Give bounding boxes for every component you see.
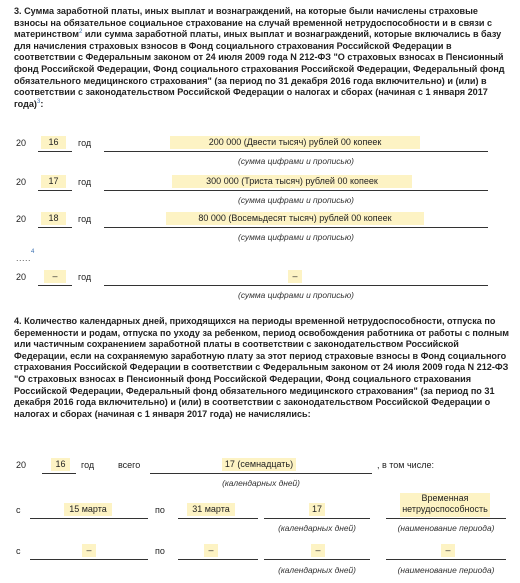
period-name: –	[441, 544, 455, 557]
to-underline	[178, 518, 258, 519]
from-underline	[30, 518, 148, 519]
including-label: , в том числе:	[377, 460, 434, 470]
footnote-4-link[interactable]: 4	[31, 249, 35, 255]
section-3-text-cont: или сумма заработной платы, иных выплат и вознаграждений, которые включались в базу для начисления страховых взносов в Фонд социального страхования Российской Федерации в соответствии с Федеральным законом от 24 июля 2009 года N 212-ФЗ "О страховых взносах в Пенсионный фонд Российской Федерации, Фонд социального страхования Российской Федерации, Федеральный фонд обязательного медицинского страхования" (за период по 31 декабря 2016 года включительно) и (или) в соответствии с законодательством Российской Федерации о налогах и сборах (начиная с 1 января 2017 года)	[14, 29, 505, 109]
days-hint: (календарных дней)	[278, 565, 356, 575]
year-value: 17	[41, 175, 66, 188]
name-hint: (наименование периода)	[397, 523, 495, 533]
total-days-value: 17 (семнадцать)	[222, 458, 296, 471]
amount-value: –	[288, 270, 302, 283]
year-label: год	[78, 138, 92, 148]
to-date: –	[204, 544, 218, 557]
amount-hint: (сумма цифрами и прописью)	[238, 156, 354, 166]
footnote-2-link[interactable]: 2	[78, 29, 83, 36]
year-underline	[42, 473, 76, 474]
year-prefix: 20	[16, 214, 27, 224]
days-underline	[264, 518, 370, 519]
amount-underline	[104, 227, 488, 228]
from-date: 15 марта	[64, 503, 112, 516]
year-underline	[38, 151, 72, 152]
amount-value: 300 000 (Триста тысяч) рублей 00 копеек	[172, 175, 412, 188]
from-date: –	[82, 544, 96, 557]
amount-hint: (сумма цифрами и прописью)	[238, 290, 354, 300]
year-label: год	[81, 460, 95, 470]
amount-hint: (сумма цифрами и прописью)	[238, 232, 354, 242]
amount-value: 80 000 (Восемьдесят тысяч) рублей 00 копеек	[166, 212, 424, 225]
year-label: год	[78, 177, 92, 187]
total-days-underline	[150, 473, 372, 474]
amount-underline	[104, 151, 488, 152]
period-days: 17	[309, 503, 325, 516]
amount-underline	[104, 285, 488, 286]
year-underline	[38, 227, 72, 228]
year-underline	[38, 190, 72, 191]
year-value: –	[44, 270, 66, 283]
from-underline	[30, 559, 148, 560]
to-label: по	[155, 546, 165, 556]
days-underline	[264, 559, 370, 560]
year-value: 18	[41, 212, 66, 225]
amount-underline	[104, 190, 488, 191]
to-underline	[178, 559, 258, 560]
year-prefix: 20	[16, 177, 27, 187]
name-hint: (наименование периода)	[397, 565, 495, 575]
section-3-text: 3. Сумма заработной платы, иных выплат и вознаграждений, на которые были начислены страховые взносы на обязательное социальное страхование на случай временной нетрудоспособности и в связи с материнством	[14, 6, 493, 40]
to-date: 31 марта	[187, 503, 235, 516]
total-label: всего	[118, 460, 141, 470]
dots-placeholder: .....	[16, 253, 32, 263]
period-name: Временная нетрудоспособность	[400, 493, 490, 517]
amount-value: 200 000 (Двести тысяч) рублей 00 копеек	[170, 136, 420, 149]
from-label: с	[16, 505, 21, 515]
total-days-hint: (календарных дней)	[222, 478, 300, 488]
from-label: с	[16, 546, 21, 556]
period-days: –	[311, 544, 325, 557]
year-prefix: 20	[16, 272, 27, 282]
section-3-paragraph: 3. Сумма заработной платы, иных выплат и вознаграждений, на которые были начислены страховые взносы на обязательное социальное страхование на случай временной нетрудоспособности и в связи с материнством$^2$ или сумма заработной платы, иных выплат и вознаграждений, которые включались в базу для начисления страховых взносов в Фонд социального страхования Российской Федерации в соответствии с Федеральным законом от 24 июля 2009 года N 212-ФЗ "О страховых взносах в Пенсионный фонд Российской Федерации, Фонд социального страхования Российской Федерации, Федеральный фонд обязательного медицинского страхования" (за период по 31 декабря 2016 года включительно) и (или) в соответствии с законодательством Российской Федерации о налогах и сборах (начиная с 1 января 2017 года)$^3$:	[14, 6, 505, 109]
name-underline	[386, 559, 506, 560]
name-underline	[386, 518, 506, 519]
days-hint: (календарных дней)	[278, 523, 356, 533]
to-label: по	[155, 505, 165, 515]
amount-hint: (сумма цифрами и прописью)	[238, 195, 354, 205]
footnote-3-link[interactable]: 3	[36, 98, 41, 105]
year-value: 16	[41, 136, 66, 149]
year-label: год	[78, 272, 92, 282]
year-prefix: 20	[16, 460, 27, 470]
year-value: 16	[51, 458, 70, 471]
section-4-paragraph: 4. Количество календарных дней, приходящихся на периоды временной нетрудоспособности, отпуска по беременности и родам, отпуска по уходу за ребенком, период освобождения работника от работы с полным или частичным сохранением заработной платы в соответствии с законодательством Российской Федерации, если на сохраняемую заработную плату за этот период страховые взносы в Фонд социального страхования Российской Федерации в соответствии с Федеральным законом от 24 июля 2009 года N 212-ФЗ "О страховых взносах в Пенсионный фонд Российской Федерации, Фонд социального страхования Российской Федерации, Федеральный фонд обязательного медицинского страхования" (за период по 31 декабря 2016 года включительно) и (или) в соответствии с законодательством Российской Федерации о налогах и сборах (начиная с 1 января 2017 года) не начислялись:	[14, 316, 509, 419]
year-underline	[38, 285, 72, 286]
year-label: год	[78, 214, 92, 224]
year-prefix: 20	[16, 138, 27, 148]
